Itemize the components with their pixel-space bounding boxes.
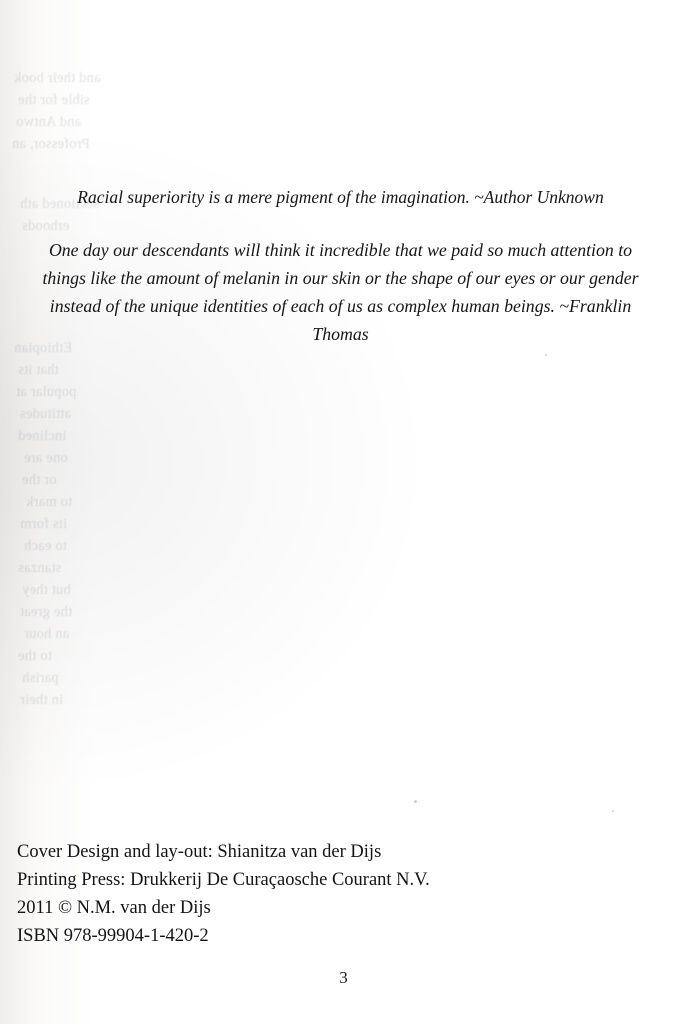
scan-speck <box>612 810 614 812</box>
bleed-line: Professor, an <box>12 136 90 152</box>
colophon-cover-design: Cover Design and lay-out: Shianitza van der Dijs <box>17 842 382 862</box>
colophon-copyright: 2011 © N.M. van der Dijs <box>17 898 211 919</box>
bleed-line: and their book <box>14 70 101 86</box>
bleed-line: attitudes <box>20 406 71 422</box>
bleed-line: popular at <box>16 384 77 400</box>
bleed-line: or the <box>22 472 57 488</box>
bleed-line: its form <box>20 516 68 532</box>
bleed-line: to mark <box>26 494 73 510</box>
bleed-line: Ethiopian <box>14 340 73 356</box>
bleed-line: inclined <box>18 428 67 444</box>
bleed-line: sible for the <box>18 92 90 108</box>
colophon-isbn: ISBN 978-99904-1-420-2 <box>17 926 209 947</box>
bleed-line: in their <box>20 692 64 708</box>
bleed-line: stanzas <box>18 560 62 576</box>
bleed-line: but they <box>22 582 71 598</box>
bleed-line: and Antwo <box>16 114 82 130</box>
bleed-line: an hour <box>24 626 70 642</box>
bleed-line: that its <box>18 362 59 378</box>
bleed-line: erhoods <box>22 218 70 234</box>
colophon-printing-press: Printing Press: Drukkerij De Curaçaosche Courant N.V. <box>17 870 430 891</box>
bleed-line: to each <box>24 538 67 554</box>
colophon-block <box>17 838 430 950</box>
quote-franklin-thomas: One day our descendants will think it incredible that we paid so much attention to things like the amount of melanin in our skin or the shape of our eyes or our gender instead of the unique identities of each of us as complex human beings. ~Franklin Thomas <box>42 240 639 345</box>
scan-speck <box>414 800 417 803</box>
bleed-line: the great <box>20 604 73 620</box>
bleed-line: to the <box>18 648 52 664</box>
bleed-line: one are <box>24 450 68 466</box>
bleed-line: parish <box>22 670 59 686</box>
quote-author-unknown: Racial superiority is a mere pigment of the imagination. ~Author Unknown <box>77 186 604 207</box>
quotations-block <box>24 166 657 366</box>
bleed-line: sectioned ath <box>20 196 99 212</box>
page-number: 3 <box>339 968 348 987</box>
